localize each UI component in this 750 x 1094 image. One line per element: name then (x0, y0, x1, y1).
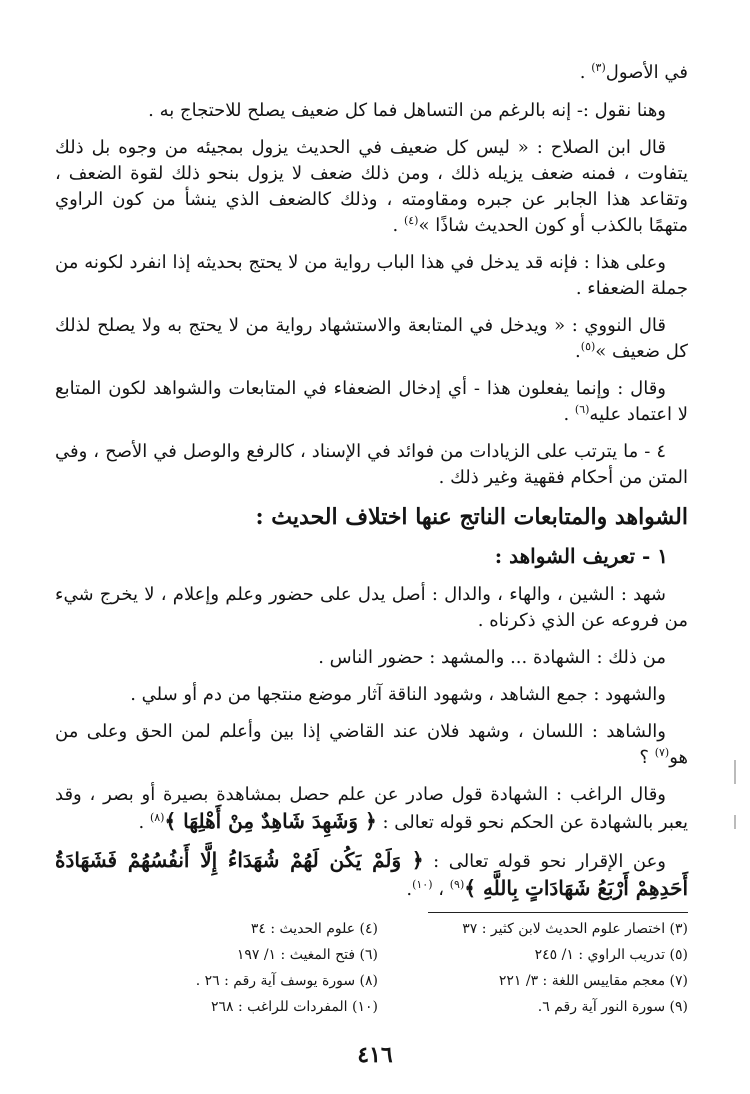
footnote-ref: (٣) (591, 61, 606, 74)
paragraph-quote-ibn-salah: قال ابن الصلاح : « ليس كل ضعيف في الحديث يزول بمجيئه من وجوه بل ذلك يتفاوت ، فمنه ضعف يزيله ذلك ، ومن ذلك ضعف لا يزول بنحو ذلك لقوة الضعف ، وتقاعد هذا الجابر عن جبره ومقاومته ، وذلك كالضعف الذي ينشأ من كون الراوي متهمًا بالكذب أو كون الحديث شاذًا »$^{(٤)}$ . (55, 137, 688, 236)
paragraph-continuation: في الأصول$^{(٣)}$ . (579, 61, 688, 83)
footnote-ref: (٥) (580, 340, 596, 353)
footnote-ref: (٤) (403, 214, 419, 227)
subheading: ١ - تعريف الشواهد : (494, 544, 668, 568)
paragraph: وقال : وإنما يفعلون هذا - أي إدخال الضعفاء في المتابعات والشواهد لكون المتابع لا اعتماد عليه$^{(٦)}$ . (55, 378, 688, 425)
definition-paragraph: والشاهد : اللسان ، وشهد فلان عند القاضي إذا بين وأعلم لمن الحق وعلى من هو$^{(٧)}$ ؟ (55, 721, 688, 768)
footnote: (٤) علوم الحديث : ٣٤ (250, 921, 378, 937)
footnote-divider (428, 912, 688, 913)
footnote: (٥) تدريب الراوي : ١/ ٢٤٥ (534, 947, 688, 963)
definition-paragraph: شهد : الشين ، والهاء ، والدال : أصل يدل على حضور وعلم وإعلام ، لا يخرج شيء من فروعه عن الذي ذكرناه . (55, 584, 688, 631)
footnote: (٨) سورة يوسف آية رقم : ٢٦ . (195, 973, 378, 989)
footnote: (٧) معجم مقاييس اللغة : ٣/ ٢٢١ (498, 973, 688, 989)
definition-paragraph-raghib: وقال الراغب : الشهادة قول صادر عن علم حصل بمشاهدة بصيرة أو بصر ، وقد يعبر بالشهادة عن الحكم نحو قوله تعالى : ﴿ وَشَهِدَ شَاهِدٌ مِنْ أَهْلِهَا ﴾$^{(٨)}$ . (55, 784, 688, 833)
footnote: (١٠) المفردات للراغب : ٢٦٨ (211, 999, 378, 1015)
footnote-ref: (٧) (654, 746, 670, 759)
quran-verse: ﴿ وَلَمْ يَكُن لَهُمْ شُهَدَاءُ إِلَّا أَنفُسُهُمْ فَشَهَادَةُ أَحَدِهِمْ أَرْبَعُ شَهَادَاتٍ بِاللَّهِ ﴾ (55, 848, 688, 900)
paragraph-quote-nawawi: قال النووي : « ويدخل في المتابعة والاستشهاد رواية من لا يحتج به ولا يصلح لذلك كل ضعيف »$^{(٥)}$. (55, 315, 688, 362)
footnote-ref: (٩) (449, 878, 465, 891)
footnote: (٦) فتح المغيث : ١/ ١٩٧ (236, 947, 378, 963)
paragraph: وعلى هذا : فإنه قد يدخل في هذا الباب رواية من لا يحتج بحديثه إذا انفرد لكونه من جملة الضعفاء . (55, 252, 688, 299)
footnote-ref: (٦) (574, 403, 590, 416)
paragraph-numbered: ٤ - ما يترتب على الزيادات من فوائد في الإسناد ، كالرفع والوصل في الأصح ، وفي المتن من أحكام فقهية وغير ذلك . (55, 441, 688, 488)
definition-paragraph-iqrar: وعن الإقرار نحو قوله تعالى : ﴿ وَلَمْ يَكُن لَهُمْ شُهَدَاءُ إِلَّا أَنفُسُهُمْ فَشَهَادَةُ أَحَدِهِمْ أَرْبَعُ شَهَادَاتٍ بِاللَّهِ ﴾$^{(٩)}$ ، $^{(١٠)}$. (55, 848, 688, 900)
footnote-ref: (١٠) (412, 878, 433, 891)
section-heading: الشواهد والمتابعات الناتج عنها اختلاف الحديث : (255, 504, 688, 530)
scan-edge-mark (734, 760, 736, 784)
scan-edge-mark (734, 815, 736, 829)
footnote-ref: (٨) (149, 811, 165, 824)
definition-paragraph: من ذلك : الشهادة ... والمشهد : حضور الناس . (318, 647, 666, 668)
quran-verse: ﴿ وَشَهِدَ شَاهِدٌ مِنْ أَهْلِهَا ﴾ (164, 809, 377, 833)
footnote: (٣) اختصار علوم الحديث لابن كثير : ٣٧ (462, 921, 688, 937)
footnotes (88, 918, 688, 1018)
definition-paragraph: والشهود : جمع الشاهد ، وشهود الناقة آثار موضع منتجها من دم أو سلي . (130, 684, 666, 705)
page-number: ٤١٦ (357, 1042, 393, 1068)
paragraph: وهنا نقول :- إنه بالرغم من التساهل فما كل ضعيف يصلح للاحتجاج به . (148, 100, 666, 121)
footnote: (٩) سورة النور آية رقم ٦. (537, 999, 688, 1015)
main-text (55, 60, 688, 903)
